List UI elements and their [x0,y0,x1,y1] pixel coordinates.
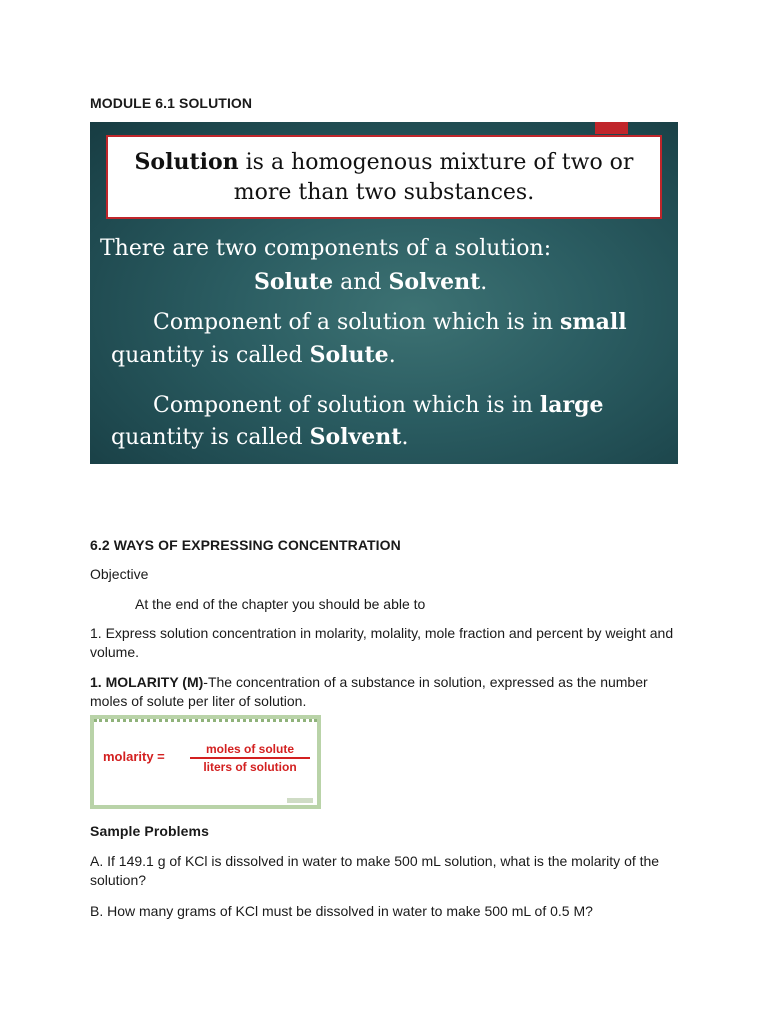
period: . [480,270,488,295]
formula-numerator: moles of solute [205,742,294,756]
definition-text: is a homogenous mixture of two or [238,150,634,175]
formula-denominator: liters of solution [203,760,297,774]
small-line-1 [153,307,627,338]
formula-fraction [190,742,310,774]
formula-panel [94,719,317,805]
molarity-definition [90,673,675,711]
objective-intro: At the end of the chapter you should be able to [135,596,426,612]
large-line-1 [153,390,604,421]
slide-accent-tab [595,122,628,134]
and-word: and [333,270,389,295]
period: . [388,343,396,368]
molarity-term: 1. MOLARITY (M) [90,674,204,690]
molarity-def-text: -The concentration of a substance in solution, expressed as the number moles of solute per liter of solution. [90,674,648,709]
definition-line-1 [108,147,660,178]
section-title: 6.2 WAYS OF EXPRESSING CONCENTRATION [90,537,401,553]
solvent-name: Solvent [309,424,402,450]
period: . [401,425,409,450]
solute-word: Solute [254,269,334,295]
solute-name: Solute [309,342,389,368]
small-line-2-text: quantity is called [111,343,310,368]
small-line-text: Component of a solution which is in [153,310,561,335]
module-title: MODULE 6.1 SOLUTION [90,95,253,111]
objective-item-1: 1. Express solution concentration in molarity, molality, mole fraction and percent by weight and volume. [90,625,674,660]
solvent-word: Solvent [388,269,481,295]
term-solution: Solution [134,149,239,175]
large-line-2 [111,422,408,453]
definition-line-2: more than two substances. [233,180,535,205]
problem-a: A. If 149.1 g of KCl is dissolved in water to make 500 mL solution, what is the molarity of the solution? [90,853,660,888]
sample-problems-title: Sample Problems [90,823,209,839]
components-line: There are two components of a solution: [100,236,552,261]
objective-label: Objective [90,566,149,582]
large-line-text: Component of solution which is in [153,393,540,418]
fraction-bar [190,757,310,759]
solute-solvent-line [254,267,487,298]
watermark [287,798,313,803]
formula-lhs: molarity = [103,749,165,764]
problem-b: B. How many grams of KCl must be dissolved in water to make 500 mL of 0.5 M? [90,903,593,919]
definition-box [106,135,662,219]
large-word: large [539,392,604,418]
solution-slide-image [90,122,678,464]
small-line-2 [111,340,396,371]
small-word: small [560,309,627,335]
large-line-2-text: quantity is called [111,425,310,450]
molarity-formula-image [90,715,321,809]
